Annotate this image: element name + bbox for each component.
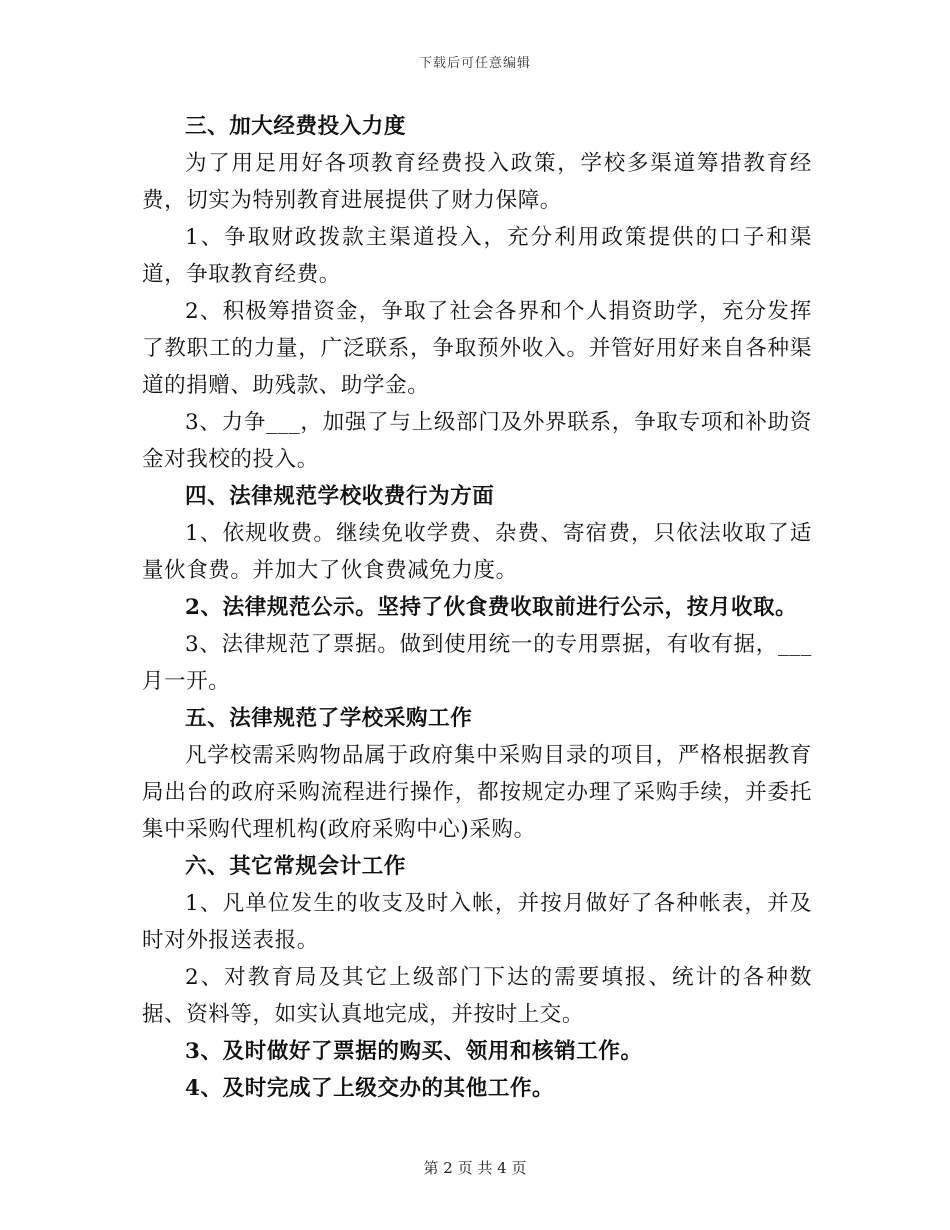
paragraph: 2、积极筹措资金，争取了社会各界和个人捐资助学，充分发挥了教职工的力量，广泛联系，争取预外收入。并管好用好来自各种渠道的捐赠、助残款、助学金。 <box>142 299 812 398</box>
page-footer: 第 2 页 共 4 页 <box>423 1159 527 1177</box>
paragraph: 1、凡单位发生的收支及时入帐，并按月做好了各种帐表，并及时对外报送表报。 <box>142 891 812 953</box>
section-heading-6: 六、其它常规会计工作 <box>185 854 407 879</box>
document-body <box>142 108 812 1107</box>
paragraph-bold: 4、及时完成了上级交办的其他工作。 <box>185 1076 555 1101</box>
paragraph: 凡学校需采购物品属于政府集中采购目录的项目，严格根据教育局出台的政府采购流程进行操作，都按规定办理了采购手续，并委托集中采购代理机构(政府采购中心)采购。 <box>142 743 812 842</box>
paragraph: 3、法律规范了票据。做到使用统一的专用票据，有收有据，___月一开。 <box>142 632 812 694</box>
paragraph: 2、对教育局及其它上级部门下达的需要填报、统计的各种数据、资料等，如实认真地完成，并按时上交。 <box>142 965 812 1027</box>
section-heading-4: 四、法律规范学校收费行为方面 <box>185 484 495 509</box>
section-heading-5: 五、法律规范了学校采购工作 <box>185 706 473 731</box>
paragraph: 1、争取财政拨款主渠道投入，充分利用政策提供的口子和渠道，争取教育经费。 <box>142 225 812 287</box>
paragraph-bold: 2、法律规范公示。坚持了伙食费收取前进行公示，按月收取。 <box>185 595 798 620</box>
page-header: 下载后可任意编辑 <box>418 56 531 71</box>
section-heading-3: 三、加大经费投入力度 <box>185 114 407 139</box>
paragraph: 为了用足用好各项教育经费投入政策，学校多渠道筹措教育经费，切实为特别教育进展提供了财力保障。 <box>142 151 812 213</box>
paragraph: 3、力争___，加强了与上级部门及外界联系，争取专项和补助资金对我校的投入。 <box>142 410 812 472</box>
paragraph-bold: 3、及时做好了票据的购买、领用和核销工作。 <box>185 1039 643 1064</box>
paragraph: 1、依规收费。继续免收学费、杂费、寄宿费，只依法收取了适量伙食费。并加大了伙食费减免力度。 <box>142 521 812 583</box>
